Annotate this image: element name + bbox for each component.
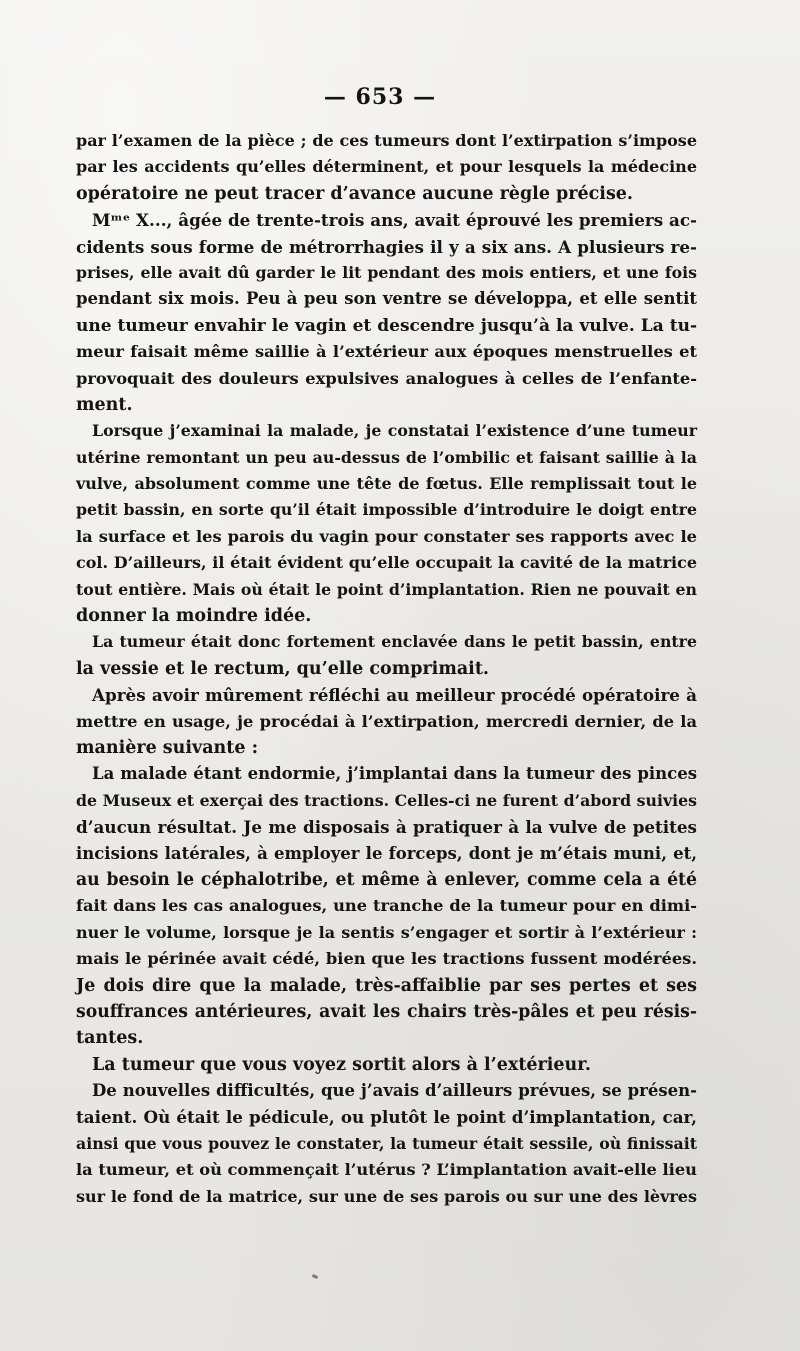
text-line: La tumeur que vous voyez sortit alors à l’extérieur. [92, 1054, 591, 1075]
text-line: souffrances antérieures, avait les chairs très-pâles et peu résis- [76, 1001, 697, 1022]
text-line: prises, elle avait dû garder le lit pendant des mois entiers, et une fois [76, 262, 697, 282]
text-line: par l’examen de la pièce ; de ces tumeurs dont l’extirpation s’impose [76, 131, 697, 150]
text-line: ainsi que vous pouvez le constater, la tumeur était sessile, où finissait [76, 1133, 697, 1153]
paper-speck [312, 1274, 319, 1279]
text-line: col. D’ailleurs, il était évident qu’elle occupait la cavité de la matrice [76, 553, 697, 573]
text-line: la tumeur, et où commençait l’utérus ? L’implantation avait-elle lieu [76, 1160, 697, 1180]
text-line: utérine remontant un peu au-dessus de l’ombilic et faisant saillie à la [76, 447, 697, 467]
text-line: meur faisait même saillie à l’extérieur aux époques menstruelles et [76, 342, 697, 362]
text-line: la surface et les parois du vagin pour constater ses rapports avec le [76, 526, 697, 546]
text-line: sur le fond de la matrice, sur une de ses parois ou sur une des lèvres [76, 1186, 697, 1206]
text-line: tantes. [76, 1028, 144, 1049]
text-line: La tumeur était donc fortement enclavée dans le petit bassin, entre [92, 632, 697, 652]
text-line: mettre en usage, je procédai à l’extirpation, mercredi dernier, de la [76, 711, 697, 731]
text-line: Mᵐᵉ X..., âgée de trente-trois ans, avait éprouvé les premiers ac- [92, 210, 697, 231]
text-line: Après avoir mûrement réfléchi au meilleur procédé opératoire à [92, 685, 697, 706]
text-line: cidents sous forme de métrorrhagies il y a six ans. A plusieurs re- [76, 236, 697, 257]
text-line: petit bassin, en sorte qu’il était impossible d’introduire le doigt entre [76, 500, 697, 520]
text-line: de Museux et exerçai des tractions. Celles-ci ne furent d’abord suivies [76, 790, 697, 810]
text-line: pendant six mois. Peu à peu son ventre se développa, et elle sentit [76, 289, 697, 309]
text-line: opératoire ne peut tracer d’avance aucune règle précise. [76, 183, 634, 204]
page-number: — 653 — [323, 84, 437, 110]
text-line: mais le périnée avait cédé, bien que les tractions fussent modérées. [76, 949, 697, 969]
text-line: Je dois dire que la malade, très-affaiblie par ses pertes et ses [76, 975, 697, 996]
text-line: La malade étant endormie, j’implantai dans la tumeur des pinces [92, 764, 697, 784]
text-line: la vessie et le rectum, qu’elle comprimait. [76, 658, 490, 679]
text-line: au besoin le céphalotribe, et même à enlever, comme cela a été [76, 869, 697, 890]
text-line: tout entière. Mais où était le point d’implantation. Rien ne pouvait en [76, 579, 697, 599]
text-line: provoquait des douleurs expulsives analogues à celles de l’enfante- [76, 368, 697, 388]
text-line: nuer le volume, lorsque je la sentis s’engager et sortir à l’extérieur : [76, 922, 697, 942]
text-line: taient. Où était le pédicule, ou plutôt le point d’implantation, car, [76, 1107, 697, 1128]
text-line: donner la moindre idée. [76, 606, 312, 627]
text-line: De nouvelles difficultés, que j’avais d’ailleurs prévues, se présen- [92, 1081, 697, 1101]
text-line: ment. [76, 394, 133, 415]
text-line: incisions latérales, à employer le forceps, dont je m’étais muni, et, [76, 843, 697, 863]
text-line: fait dans les cas analogues, une tranche de la tumeur pour en dimi- [76, 896, 697, 916]
text-line: Lorsque j’examinai la malade, je constatai l’existence d’une tumeur [92, 421, 697, 441]
text-line: une tumeur envahir le vagin et descendre jusqu’à la vulve. La tu- [76, 315, 697, 336]
body-text [76, 128, 697, 1210]
text-line: manière suivante : [76, 737, 259, 758]
text-line: par les accidents qu’elles déterminent, et pour lesquels la médecine [76, 157, 697, 177]
text-line: d’aucun résultat. Je me disposais à pratiquer à la vulve de petites [76, 817, 697, 838]
text-line: vulve, absolument comme une tête de fœtus. Elle remplissait tout le [76, 474, 697, 494]
